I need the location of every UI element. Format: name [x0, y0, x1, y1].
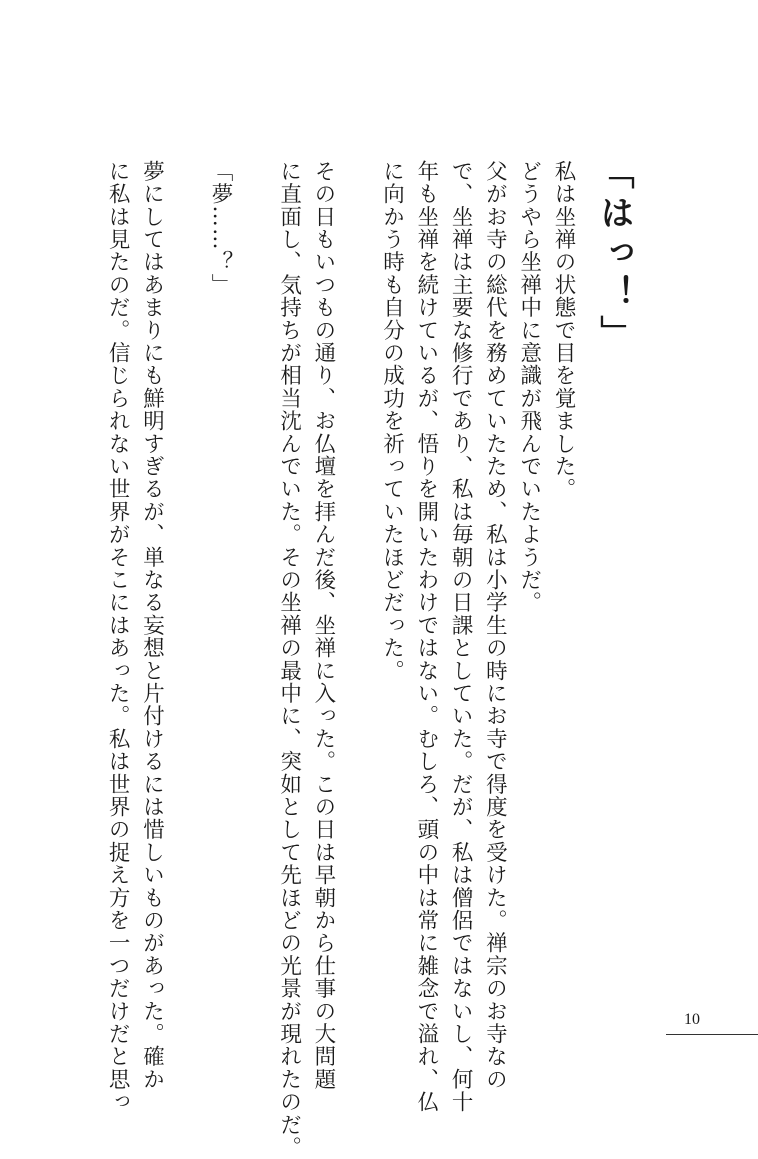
text-line: に私は見たのだ。信じられない世界がそこにはあった。私は世界の捉え方を一つだけだと思っ: [105, 160, 131, 1114]
blank-line: [168, 160, 202, 960]
text-line: に向かう時も自分の成功を祈っていたほどだった。: [379, 160, 405, 683]
text-line: 私は坐禅の状態で目を覚ました。: [551, 160, 576, 501]
footer-rule: [666, 1034, 758, 1035]
page-number: 10: [684, 1011, 700, 1028]
chapter-heading: 「はっ！」: [594, 155, 634, 355]
text-line: 「夢……？」: [208, 160, 234, 297]
blank-line: [340, 160, 374, 960]
text-line: 年も坐禅を続けているが、悟りを開いたわけではない。むしろ、頭の中は常に雑念で溢れ、仏: [413, 160, 439, 1114]
blank-line: [237, 160, 271, 960]
body-text: [100, 160, 580, 1159]
text-line: で、坐禅は主要な修行であり、私は毎朝の日課としていた。だが、私は僧侶ではないし、何十: [448, 160, 474, 1114]
text-line: に直面し、気持ちが相当沈んでいた。その坐禅の最中に、突如として先ほどの光景が現れたのだ。: [276, 160, 302, 1159]
text-line: 父がお寺の総代を務めていたため、私は小学生の時にお寺で得度を受けた。禅宗のお寺なの: [482, 160, 508, 1091]
text-line: その日もいつもの通り、お仏壇を拝んだ後、坐禅に入った。この日は早朝から仕事の大問題: [310, 160, 336, 1091]
text-line: 夢にしてはあまりにも鮮明すぎるが、単なる妄想と片付けるには惜しいものがあった。確か: [139, 160, 165, 1091]
text-line: どうやら坐禅中に意識が飛んでいたようだ。: [516, 160, 542, 614]
